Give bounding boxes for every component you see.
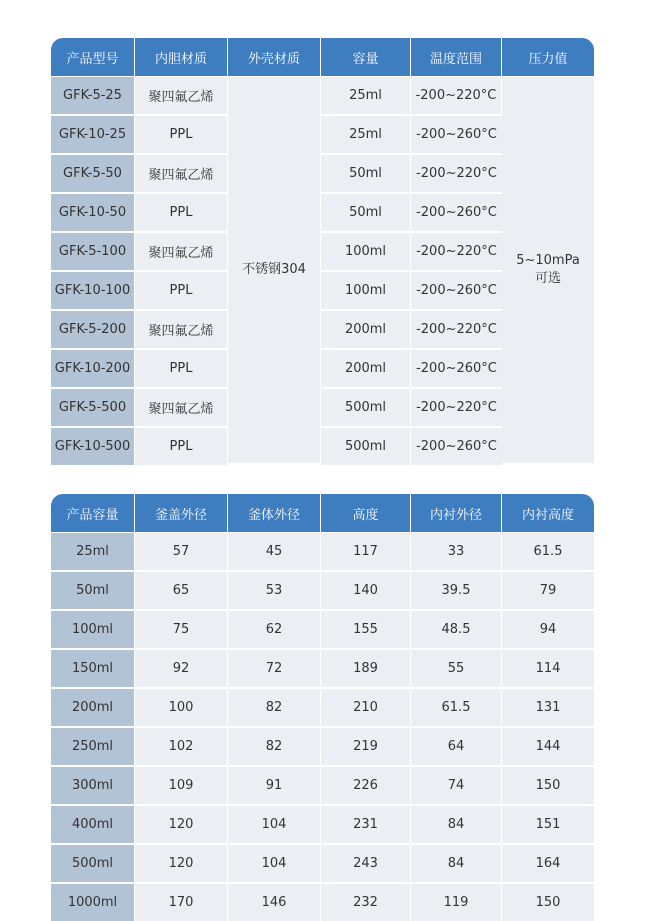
temperature-cell: -200~260°C	[411, 116, 502, 155]
liner-height-cell: 94	[502, 611, 594, 650]
liner-cell: 聚四氟乙烯	[135, 77, 228, 116]
capacity-cell: 50ml	[321, 194, 411, 233]
size-row	[51, 845, 594, 884]
model-cell: GFK-5-500	[51, 389, 135, 428]
liner-cell: 聚四氟乙烯	[135, 233, 228, 272]
capacity-cell: 25ml	[321, 116, 411, 155]
liner-cell: 聚四氟乙烯	[135, 155, 228, 194]
liner-diameter-cell: 84	[411, 806, 502, 845]
header-product-capacity: 产品容量	[51, 494, 135, 533]
header-lid-outer-diameter: 釜盖外径	[135, 494, 228, 533]
lid-diameter-cell: 102	[135, 728, 228, 767]
liner-diameter-cell: 84	[411, 845, 502, 884]
header-capacity: 容量	[321, 38, 411, 77]
capacity-cell: 500ml	[51, 845, 135, 884]
liner-diameter-cell: 119	[411, 884, 502, 921]
header-body-outer-diameter: 釜体外径	[228, 494, 321, 533]
capacity-cell: 50ml	[51, 572, 135, 611]
liner-cell: 聚四氟乙烯	[135, 389, 228, 428]
body-diameter-cell: 146	[228, 884, 321, 921]
size-header-row	[51, 494, 594, 533]
spec-row	[51, 77, 594, 116]
temperature-cell: -200~260°C	[411, 194, 502, 233]
capacity-cell: 100ml	[51, 611, 135, 650]
lid-diameter-cell: 65	[135, 572, 228, 611]
capacity-cell: 500ml	[321, 428, 411, 465]
header-model: 产品型号	[51, 38, 135, 77]
capacity-cell: 25ml	[51, 533, 135, 572]
pressure-value: 5~10mPa	[516, 253, 580, 268]
lid-diameter-cell: 57	[135, 533, 228, 572]
size-row	[51, 806, 594, 845]
body-diameter-cell: 45	[228, 533, 321, 572]
size-row	[51, 650, 594, 689]
model-cell: GFK-10-200	[51, 350, 135, 389]
height-cell: 155	[321, 611, 411, 650]
header-temperature-range: 温度范围	[411, 38, 502, 77]
size-row	[51, 611, 594, 650]
temperature-cell: -200~220°C	[411, 233, 502, 272]
temperature-cell: -200~220°C	[411, 155, 502, 194]
liner-height-cell: 164	[502, 845, 594, 884]
liner-height-cell: 144	[502, 728, 594, 767]
liner-diameter-cell: 33	[411, 533, 502, 572]
liner-height-cell: 79	[502, 572, 594, 611]
capacity-cell: 300ml	[51, 767, 135, 806]
height-cell: 117	[321, 533, 411, 572]
body-diameter-cell: 62	[228, 611, 321, 650]
body-diameter-cell: 72	[228, 650, 321, 689]
capacity-cell: 1000ml	[51, 884, 135, 921]
header-liner-material: 内胆材质	[135, 38, 228, 77]
size-row	[51, 884, 594, 921]
height-cell: 226	[321, 767, 411, 806]
pressure-optional: 可选	[534, 271, 561, 286]
model-cell: GFK-10-25	[51, 116, 135, 155]
liner-cell: 聚四氟乙烯	[135, 311, 228, 350]
pressure-cell	[502, 77, 594, 465]
liner-cell: PPL	[135, 350, 228, 389]
capacity-cell: 50ml	[321, 155, 411, 194]
lid-diameter-cell: 120	[135, 845, 228, 884]
height-cell: 243	[321, 845, 411, 884]
capacity-cell: 250ml	[51, 728, 135, 767]
lid-diameter-cell: 170	[135, 884, 228, 921]
header-height: 高度	[321, 494, 411, 533]
liner-cell: PPL	[135, 116, 228, 155]
liner-height-cell: 150	[502, 884, 594, 921]
lid-diameter-cell: 92	[135, 650, 228, 689]
spec-header-row	[51, 38, 594, 77]
size-row	[51, 728, 594, 767]
height-cell: 210	[321, 689, 411, 728]
liner-height-cell: 151	[502, 806, 594, 845]
size-table	[51, 494, 594, 921]
liner-diameter-cell: 39.5	[411, 572, 502, 611]
height-cell: 189	[321, 650, 411, 689]
temperature-cell: -200~260°C	[411, 350, 502, 389]
height-cell: 231	[321, 806, 411, 845]
lid-diameter-cell: 109	[135, 767, 228, 806]
liner-cell: PPL	[135, 272, 228, 311]
body-diameter-cell: 53	[228, 572, 321, 611]
height-cell: 232	[321, 884, 411, 921]
capacity-cell: 200ml	[321, 350, 411, 389]
spec-table	[51, 38, 594, 465]
lid-diameter-cell: 120	[135, 806, 228, 845]
temperature-cell: -200~260°C	[411, 272, 502, 311]
capacity-cell: 100ml	[321, 272, 411, 311]
model-cell: GFK-10-100	[51, 272, 135, 311]
model-cell: GFK-5-50	[51, 155, 135, 194]
height-cell: 140	[321, 572, 411, 611]
liner-cell: PPL	[135, 428, 228, 465]
temperature-cell: -200~220°C	[411, 311, 502, 350]
capacity-cell: 400ml	[51, 806, 135, 845]
shell-material-cell: 不锈钢304	[228, 77, 321, 465]
size-row	[51, 533, 594, 572]
header-shell-material: 外壳材质	[228, 38, 321, 77]
liner-height-cell: 150	[502, 767, 594, 806]
liner-diameter-cell: 64	[411, 728, 502, 767]
body-diameter-cell: 104	[228, 806, 321, 845]
liner-height-cell: 114	[502, 650, 594, 689]
capacity-cell: 200ml	[51, 689, 135, 728]
liner-height-cell: 131	[502, 689, 594, 728]
capacity-cell: 150ml	[51, 650, 135, 689]
liner-height-cell: 61.5	[502, 533, 594, 572]
lid-diameter-cell: 100	[135, 689, 228, 728]
liner-diameter-cell: 48.5	[411, 611, 502, 650]
size-row	[51, 572, 594, 611]
capacity-cell: 100ml	[321, 233, 411, 272]
model-cell: GFK-5-200	[51, 311, 135, 350]
temperature-cell: -200~220°C	[411, 389, 502, 428]
capacity-cell: 500ml	[321, 389, 411, 428]
size-row	[51, 767, 594, 806]
model-cell: GFK-5-25	[51, 77, 135, 116]
liner-diameter-cell: 55	[411, 650, 502, 689]
model-cell: GFK-5-100	[51, 233, 135, 272]
temperature-cell: -200~260°C	[411, 428, 502, 465]
body-diameter-cell: 82	[228, 689, 321, 728]
header-liner-outer-diameter: 内衬外径	[411, 494, 502, 533]
model-cell: GFK-10-500	[51, 428, 135, 465]
model-cell: GFK-10-50	[51, 194, 135, 233]
lid-diameter-cell: 75	[135, 611, 228, 650]
capacity-cell: 25ml	[321, 77, 411, 116]
body-diameter-cell: 91	[228, 767, 321, 806]
liner-diameter-cell: 61.5	[411, 689, 502, 728]
size-row	[51, 689, 594, 728]
header-liner-height: 内衬高度	[502, 494, 594, 533]
header-pressure: 压力值	[502, 38, 594, 77]
body-diameter-cell: 104	[228, 845, 321, 884]
liner-cell: PPL	[135, 194, 228, 233]
height-cell: 219	[321, 728, 411, 767]
liner-diameter-cell: 74	[411, 767, 502, 806]
body-diameter-cell: 82	[228, 728, 321, 767]
temperature-cell: -200~220°C	[411, 77, 502, 116]
capacity-cell: 200ml	[321, 311, 411, 350]
